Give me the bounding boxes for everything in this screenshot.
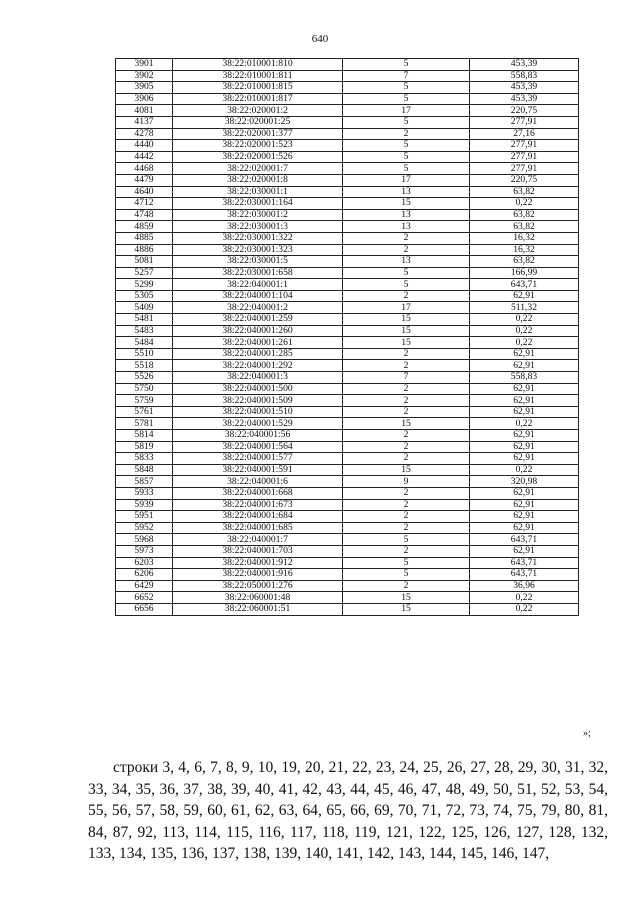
value-cell: 511,32 (470, 302, 579, 314)
row-number-cell: 5305 (116, 290, 173, 302)
row-number-cell: 5526 (116, 372, 173, 384)
registry-table (115, 58, 579, 616)
cadastral-number-cell: 38:22:040001:916 (173, 569, 343, 581)
cadastral-number-cell: 38:22:020001:526 (173, 151, 343, 163)
row-number-cell: 5781 (116, 418, 173, 430)
cadastral-number-cell: 38:22:040001:7 (173, 534, 343, 546)
value-cell: 0,22 (470, 198, 579, 210)
cadastral-number-cell: 38:22:040001:260 (173, 325, 343, 337)
table-row (116, 406, 579, 418)
category-cell: 5 (343, 279, 470, 291)
table-row (116, 360, 579, 372)
table-row (116, 430, 579, 442)
cadastral-number-cell: 38:22:040001:56 (173, 430, 343, 442)
value-cell: 62,91 (470, 453, 579, 465)
value-cell: 0,22 (470, 314, 579, 326)
cadastral-number-cell: 38:22:040001:500 (173, 383, 343, 395)
row-number-cell: 4479 (116, 174, 173, 186)
category-cell: 2 (343, 545, 470, 557)
row-number-cell: 4640 (116, 186, 173, 198)
row-number-cell: 5299 (116, 279, 173, 291)
table-row (116, 545, 579, 557)
table-row (116, 337, 579, 349)
row-number-cell: 5819 (116, 441, 173, 453)
cadastral-number-cell: 38:22:040001:104 (173, 290, 343, 302)
category-cell: 2 (343, 430, 470, 442)
cadastral-number-cell: 38:22:060001:51 (173, 603, 343, 615)
table-row (116, 418, 579, 430)
row-number-cell: 5848 (116, 464, 173, 476)
row-number-cell: 4885 (116, 232, 173, 244)
row-number-cell: 5257 (116, 267, 173, 279)
value-cell: 643,71 (470, 557, 579, 569)
cadastral-number-cell: 38:22:040001:668 (173, 487, 343, 499)
cadastral-number-cell: 38:22:030001:322 (173, 232, 343, 244)
row-number-cell: 4442 (116, 151, 173, 163)
table-row (116, 302, 579, 314)
category-cell: 5 (343, 557, 470, 569)
row-number-cell: 4859 (116, 221, 173, 233)
table-row (116, 209, 579, 221)
closing-quote-mark: »; (583, 728, 591, 739)
cadastral-number-cell: 38:22:040001:259 (173, 314, 343, 326)
category-cell: 2 (343, 290, 470, 302)
cadastral-number-cell: 38:22:020001:8 (173, 174, 343, 186)
row-number-cell: 5518 (116, 360, 173, 372)
value-cell: 0,22 (470, 337, 579, 349)
table-row (116, 569, 579, 581)
value-cell: 63,82 (470, 256, 579, 268)
row-number-cell: 5968 (116, 534, 173, 546)
table-row (116, 580, 579, 592)
cadastral-number-cell: 38:22:010001:815 (173, 82, 343, 94)
category-cell: 15 (343, 198, 470, 210)
value-cell: 558,83 (470, 372, 579, 384)
cadastral-number-cell: 38:22:040001:1 (173, 279, 343, 291)
row-number-cell: 5750 (116, 383, 173, 395)
row-number-cell: 5951 (116, 511, 173, 523)
cadastral-number-cell: 38:22:030001:323 (173, 244, 343, 256)
cadastral-number-cell: 38:22:050001:276 (173, 580, 343, 592)
table-row (116, 592, 579, 604)
category-cell: 2 (343, 395, 470, 407)
category-cell: 5 (343, 82, 470, 94)
cadastral-number-cell: 38:22:060001:48 (173, 592, 343, 604)
category-cell: 15 (343, 418, 470, 430)
table-row (116, 395, 579, 407)
value-cell: 277,91 (470, 163, 579, 175)
value-cell: 62,91 (470, 290, 579, 302)
value-cell: 166,99 (470, 267, 579, 279)
category-cell: 2 (343, 348, 470, 360)
row-number-cell: 3901 (116, 59, 173, 71)
row-number-cell: 5973 (116, 545, 173, 557)
category-cell: 2 (343, 383, 470, 395)
table-row (116, 151, 579, 163)
value-cell: 0,22 (470, 592, 579, 604)
table-row (116, 603, 579, 615)
value-cell: 220,75 (470, 174, 579, 186)
row-number-cell: 4278 (116, 128, 173, 140)
cadastral-number-cell: 38:22:040001:510 (173, 406, 343, 418)
table-row (116, 174, 579, 186)
value-cell: 62,91 (470, 522, 579, 534)
row-number-cell: 3905 (116, 82, 173, 94)
row-number-cell: 4748 (116, 209, 173, 221)
table-row (116, 290, 579, 302)
row-number-cell: 4081 (116, 105, 173, 117)
row-number-cell: 3906 (116, 93, 173, 105)
cadastral-number-cell: 38:22:010001:810 (173, 59, 343, 71)
category-cell: 5 (343, 267, 470, 279)
category-cell: 5 (343, 569, 470, 581)
category-cell: 2 (343, 441, 470, 453)
cadastral-number-cell: 38:22:030001:5 (173, 256, 343, 268)
table-row (116, 348, 579, 360)
table-row (116, 383, 579, 395)
value-cell: 320,98 (470, 476, 579, 488)
value-cell: 62,91 (470, 395, 579, 407)
category-cell: 13 (343, 221, 470, 233)
cadastral-number-cell: 38:22:030001:658 (173, 267, 343, 279)
cadastral-number-cell: 38:22:040001:684 (173, 511, 343, 523)
cadastral-number-cell: 38:22:040001:285 (173, 348, 343, 360)
row-number-cell: 5483 (116, 325, 173, 337)
value-cell: 63,82 (470, 186, 579, 198)
table-row (116, 522, 579, 534)
value-cell: 62,91 (470, 487, 579, 499)
row-number-cell: 4440 (116, 140, 173, 152)
table-row (116, 499, 579, 511)
cadastral-number-cell: 38:22:030001:2 (173, 209, 343, 221)
value-cell: 62,91 (470, 360, 579, 372)
category-cell: 17 (343, 302, 470, 314)
category-cell: 5 (343, 140, 470, 152)
value-cell: 643,71 (470, 534, 579, 546)
cadastral-number-cell: 38:22:010001:811 (173, 70, 343, 82)
row-number-cell: 6429 (116, 580, 173, 592)
cadastral-number-cell: 38:22:030001:164 (173, 198, 343, 210)
table-row (116, 221, 579, 233)
category-cell: 2 (343, 499, 470, 511)
row-number-cell: 5409 (116, 302, 173, 314)
row-number-cell: 6206 (116, 569, 173, 581)
cadastral-number-cell: 38:22:040001:912 (173, 557, 343, 569)
table-row (116, 232, 579, 244)
table-row (116, 256, 579, 268)
cadastral-number-cell: 38:22:040001:577 (173, 453, 343, 465)
table-row (116, 453, 579, 465)
page-number: 640 (311, 33, 329, 45)
value-cell: 220,75 (470, 105, 579, 117)
table-row (116, 140, 579, 152)
value-cell: 63,82 (470, 209, 579, 221)
row-number-cell: 5761 (116, 406, 173, 418)
category-cell: 7 (343, 70, 470, 82)
category-cell: 15 (343, 592, 470, 604)
value-cell: 62,91 (470, 441, 579, 453)
category-cell: 5 (343, 534, 470, 546)
table-row (116, 267, 579, 279)
category-cell: 13 (343, 209, 470, 221)
cadastral-number-cell: 38:22:020001:25 (173, 116, 343, 128)
value-cell: 643,71 (470, 569, 579, 581)
value-cell: 62,91 (470, 406, 579, 418)
table-row (116, 511, 579, 523)
row-number-cell: 5952 (116, 522, 173, 534)
category-cell: 15 (343, 464, 470, 476)
category-cell: 9 (343, 476, 470, 488)
row-number-cell: 4468 (116, 163, 173, 175)
cadastral-number-cell: 38:22:020001:377 (173, 128, 343, 140)
value-cell: 453,39 (470, 59, 579, 71)
table-row (116, 244, 579, 256)
table-row (116, 116, 579, 128)
value-cell: 277,91 (470, 140, 579, 152)
cadastral-number-cell: 38:22:010001:817 (173, 93, 343, 105)
row-number-cell: 5939 (116, 499, 173, 511)
table-row (116, 186, 579, 198)
cadastral-number-cell: 38:22:040001:292 (173, 360, 343, 372)
cadastral-number-cell: 38:22:040001:685 (173, 522, 343, 534)
value-cell: 62,91 (470, 545, 579, 557)
category-cell: 13 (343, 186, 470, 198)
table-row (116, 279, 579, 291)
row-number-cell: 5484 (116, 337, 173, 349)
row-number-cell: 5081 (116, 256, 173, 268)
value-cell: 0,22 (470, 325, 579, 337)
category-cell: 17 (343, 174, 470, 186)
category-cell: 2 (343, 360, 470, 372)
cadastral-number-cell: 38:22:040001:564 (173, 441, 343, 453)
category-cell: 5 (343, 163, 470, 175)
value-cell: 277,91 (470, 116, 579, 128)
cadastral-number-cell: 38:22:040001:673 (173, 499, 343, 511)
category-cell: 2 (343, 244, 470, 256)
category-cell: 7 (343, 372, 470, 384)
value-cell: 62,91 (470, 430, 579, 442)
value-cell: 0,22 (470, 603, 579, 615)
cadastral-number-cell: 38:22:040001:6 (173, 476, 343, 488)
table-row (116, 128, 579, 140)
table-row (116, 372, 579, 384)
value-cell: 0,22 (470, 464, 579, 476)
table-row (116, 93, 579, 105)
row-number-cell: 5833 (116, 453, 173, 465)
row-number-cell: 3902 (116, 70, 173, 82)
cadastral-number-cell: 38:22:030001:1 (173, 186, 343, 198)
cadastral-number-cell: 38:22:020001:7 (173, 163, 343, 175)
cadastral-number-cell: 38:22:030001:3 (173, 221, 343, 233)
row-number-cell: 5510 (116, 348, 173, 360)
category-cell: 2 (343, 522, 470, 534)
value-cell: 16,32 (470, 244, 579, 256)
row-number-cell: 5933 (116, 487, 173, 499)
value-cell: 27,16 (470, 128, 579, 140)
category-cell: 2 (343, 128, 470, 140)
value-cell: 0,22 (470, 418, 579, 430)
table-row (116, 476, 579, 488)
category-cell: 15 (343, 603, 470, 615)
category-cell: 2 (343, 453, 470, 465)
table-row (116, 314, 579, 326)
row-number-cell: 5481 (116, 314, 173, 326)
row-number-cell: 5814 (116, 430, 173, 442)
category-cell: 5 (343, 151, 470, 163)
table-row (116, 325, 579, 337)
value-cell: 16,32 (470, 232, 579, 244)
category-cell: 5 (343, 59, 470, 71)
value-cell: 643,71 (470, 279, 579, 291)
cadastral-number-cell: 38:22:020001:2 (173, 105, 343, 117)
cadastral-number-cell: 38:22:040001:591 (173, 464, 343, 476)
row-number-cell: 5857 (116, 476, 173, 488)
table-row (116, 105, 579, 117)
category-cell: 15 (343, 325, 470, 337)
cadastral-number-cell: 38:22:040001:529 (173, 418, 343, 430)
category-cell: 17 (343, 105, 470, 117)
value-cell: 62,91 (470, 383, 579, 395)
table-row (116, 59, 579, 71)
cadastral-number-cell: 38:22:020001:523 (173, 140, 343, 152)
cadastral-number-cell: 38:22:040001:3 (173, 372, 343, 384)
cadastral-number-cell: 38:22:040001:509 (173, 395, 343, 407)
category-cell: 15 (343, 314, 470, 326)
value-cell: 277,91 (470, 151, 579, 163)
body-paragraph: строки 3, 4, 6, 7, 8, 9, 10, 19, 20, 21, 22, 23, 24, 25, 26, 27, 28, 29, 30, 31, 32, 33, 34, 35, 36, 37, 38, 39, 40, 41, 42, 43, 44, 45, 46, 47, 48, 49, 50, 51, 52, 53, 54, 55, 56, 57, 58, 59, 60, 61, 62, 63, 64, 65, 66, 69, 70, 71, 72, 73, 74, 75, 79, 80, 81, 84, 87, 92, 113, 114, 115, 116, 117, 118, 119, 121, 122, 125, 126, 127, 128, 132, 133, 134, 135, 136, 137, 138, 139, 140, 141, 142, 143, 144, 145, 146, 147, (88, 759, 608, 862)
value-cell: 558,83 (470, 70, 579, 82)
table-row (116, 70, 579, 82)
category-cell: 5 (343, 93, 470, 105)
table-row (116, 534, 579, 546)
row-number-cell: 6656 (116, 603, 173, 615)
table-row (116, 557, 579, 569)
row-number-cell: 4886 (116, 244, 173, 256)
category-cell: 5 (343, 116, 470, 128)
category-cell: 13 (343, 256, 470, 268)
table-row (116, 198, 579, 210)
cadastral-number-cell: 38:22:040001:2 (173, 302, 343, 314)
table-row (116, 487, 579, 499)
category-cell: 2 (343, 487, 470, 499)
value-cell: 62,91 (470, 348, 579, 360)
registry-table-body (116, 59, 579, 616)
value-cell: 62,91 (470, 511, 579, 523)
row-number-cell: 5759 (116, 395, 173, 407)
row-number-cell: 6652 (116, 592, 173, 604)
table-row (116, 82, 579, 94)
category-cell: 2 (343, 406, 470, 418)
category-cell: 2 (343, 511, 470, 523)
cadastral-number-cell: 38:22:040001:261 (173, 337, 343, 349)
cadastral-number-cell: 38:22:040001:703 (173, 545, 343, 557)
category-cell: 2 (343, 232, 470, 244)
value-cell: 453,39 (470, 82, 579, 94)
row-number-cell: 6203 (116, 557, 173, 569)
table-row (116, 464, 579, 476)
table-row (116, 163, 579, 175)
value-cell: 453,39 (470, 93, 579, 105)
category-cell: 15 (343, 337, 470, 349)
value-cell: 63,82 (470, 221, 579, 233)
value-cell: 36,96 (470, 580, 579, 592)
table-row (116, 441, 579, 453)
value-cell: 62,91 (470, 499, 579, 511)
row-number-cell: 4137 (116, 116, 173, 128)
category-cell: 2 (343, 580, 470, 592)
row-number-cell: 4712 (116, 198, 173, 210)
